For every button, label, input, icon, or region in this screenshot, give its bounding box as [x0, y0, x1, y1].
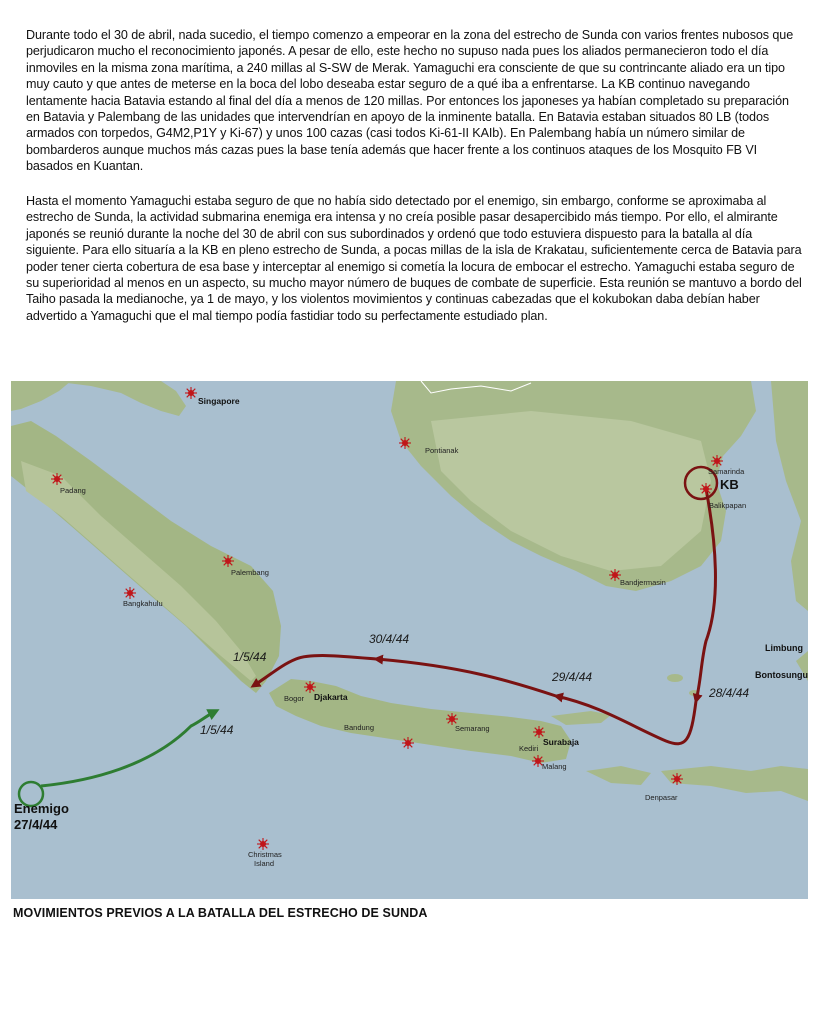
city-padang: Padang: [60, 486, 86, 495]
city-singapore: Singapore: [198, 396, 240, 406]
city-palembang: Palembang: [231, 568, 269, 577]
kb-label: KB: [720, 477, 739, 492]
date-29-4: 29/4/44: [552, 670, 593, 684]
city-denpasar: Denpasar: [645, 793, 678, 802]
city-balikpapan: Balikpapan: [709, 501, 747, 510]
city-pontianak: Pontianak: [425, 446, 459, 455]
enemy-date: 27/4/44: [14, 817, 58, 832]
paragraph-2: Hasta el momento Yamaguchi estaba seguro de que no había sido detectado por el enemigo, sin embargo, conforme se aproximaba al estrecho de Sunda, la actividad submarina enemiga era intensa y no creía posible pasar desapercibido más tiempo. Por ello, el almirante japonés se reunió durante la noche del 30 de abril con sus subordinados y ordenó que todo estuviera dispuesto para la batalla al día siguiente. Para ello situaría a la KB en pleno estrecho de Sunda, a pocas millas de la isla de Krakatau, suficientemente cerca de Batavia para poder tener cierta cobertura de esa base y interceptar al enemigo si cometía la locura de embocar el estrecho. Yamaguchi estaba seguro de su superioridad al menos en un aspecto, su mucho mayor número de buques de combate de superficie. Esta reunión se mantuvo a bordo del Taiho pasada la medianoche, ya 1 de mayo, y los violentos movimientos y continuas cabezadas que el kokubokan daba debían haber advertido a Yamaguchi que el mal tiempo podía fastidiar todo su perfectamente estudiado plan.: [26, 194, 802, 323]
city-bangkahulu: Bangkahulu: [123, 599, 163, 608]
city-kediri: Kediri: [519, 744, 539, 753]
city-bandjermasin: Bandjermasin: [620, 578, 666, 587]
enemy-label: Enemigo: [14, 801, 69, 816]
city-bogor: Bogor: [284, 694, 305, 703]
date-28-4: 28/4/44: [709, 686, 750, 700]
city-limbung: Limbung: [765, 643, 803, 653]
paragraph-1: Durante todo el 30 de abril, nada sucedio, el tiempo comenzo a empeorar en la zona del estrecho de Sunda con varios frentes nubosos que perjudicaron mucho el reconocimiento japonés. A pesar de ello, este hecho no supuso nada pues los aliados permanecieron todo el día inmoviles en la misma zona marítima, a 240 millas al S-SW de Merak. Yamaguchi era consciente de que su contrincante aliado era un tipo muy cauto y que antes de meterse en la boca del lobo deseaba estar seguro de a qué iba a enfrentarse. La KB continuo navegando lentamente hacia Batavia estando al final del día a menos de 120 millas. Por entonces los japoneses ya habían completado su preparación en Batavia y Palembang de las unidades que intervendrían en apoyo de la inminente batalla. En Batavia estaban situados 80 LB (todos armados con torpedos, G4M2,P1Y y Ki-67) y unos 100 cazas (casi todos Ki-61-II KAIb). En Palembang había un número similar de bombarderos aunque muchos más cazas pues la base tenía además que hacer frente a los continuos ataques de los Mosquito FB VI basados en Kuantan.: [26, 28, 794, 174]
map-caption: MOVIMIENTOS PREVIOS A LA BATALLA DEL ESTRECHO DE SUNDA: [13, 906, 428, 920]
city-samarinda: Samarinda: [708, 467, 745, 476]
city-bontosungu: Bontosungu: [755, 670, 808, 680]
battle-map: [11, 381, 808, 899]
city-malang: Malang: [542, 762, 567, 771]
date-1-5-enemy: 1/5/44: [200, 723, 234, 737]
date-30-4: 30/4/44: [369, 632, 410, 646]
city-island: Island: [254, 859, 275, 868]
city-semarang: Semarang: [455, 724, 490, 733]
city-christmas: Christmas: [248, 850, 282, 859]
city-djakarta: Djakarta: [314, 692, 348, 702]
city-bandung: Bandung: [344, 723, 375, 732]
date-1-5-kb: 1/5/44: [233, 650, 267, 664]
city-surabaja: Surabaja: [543, 737, 579, 747]
